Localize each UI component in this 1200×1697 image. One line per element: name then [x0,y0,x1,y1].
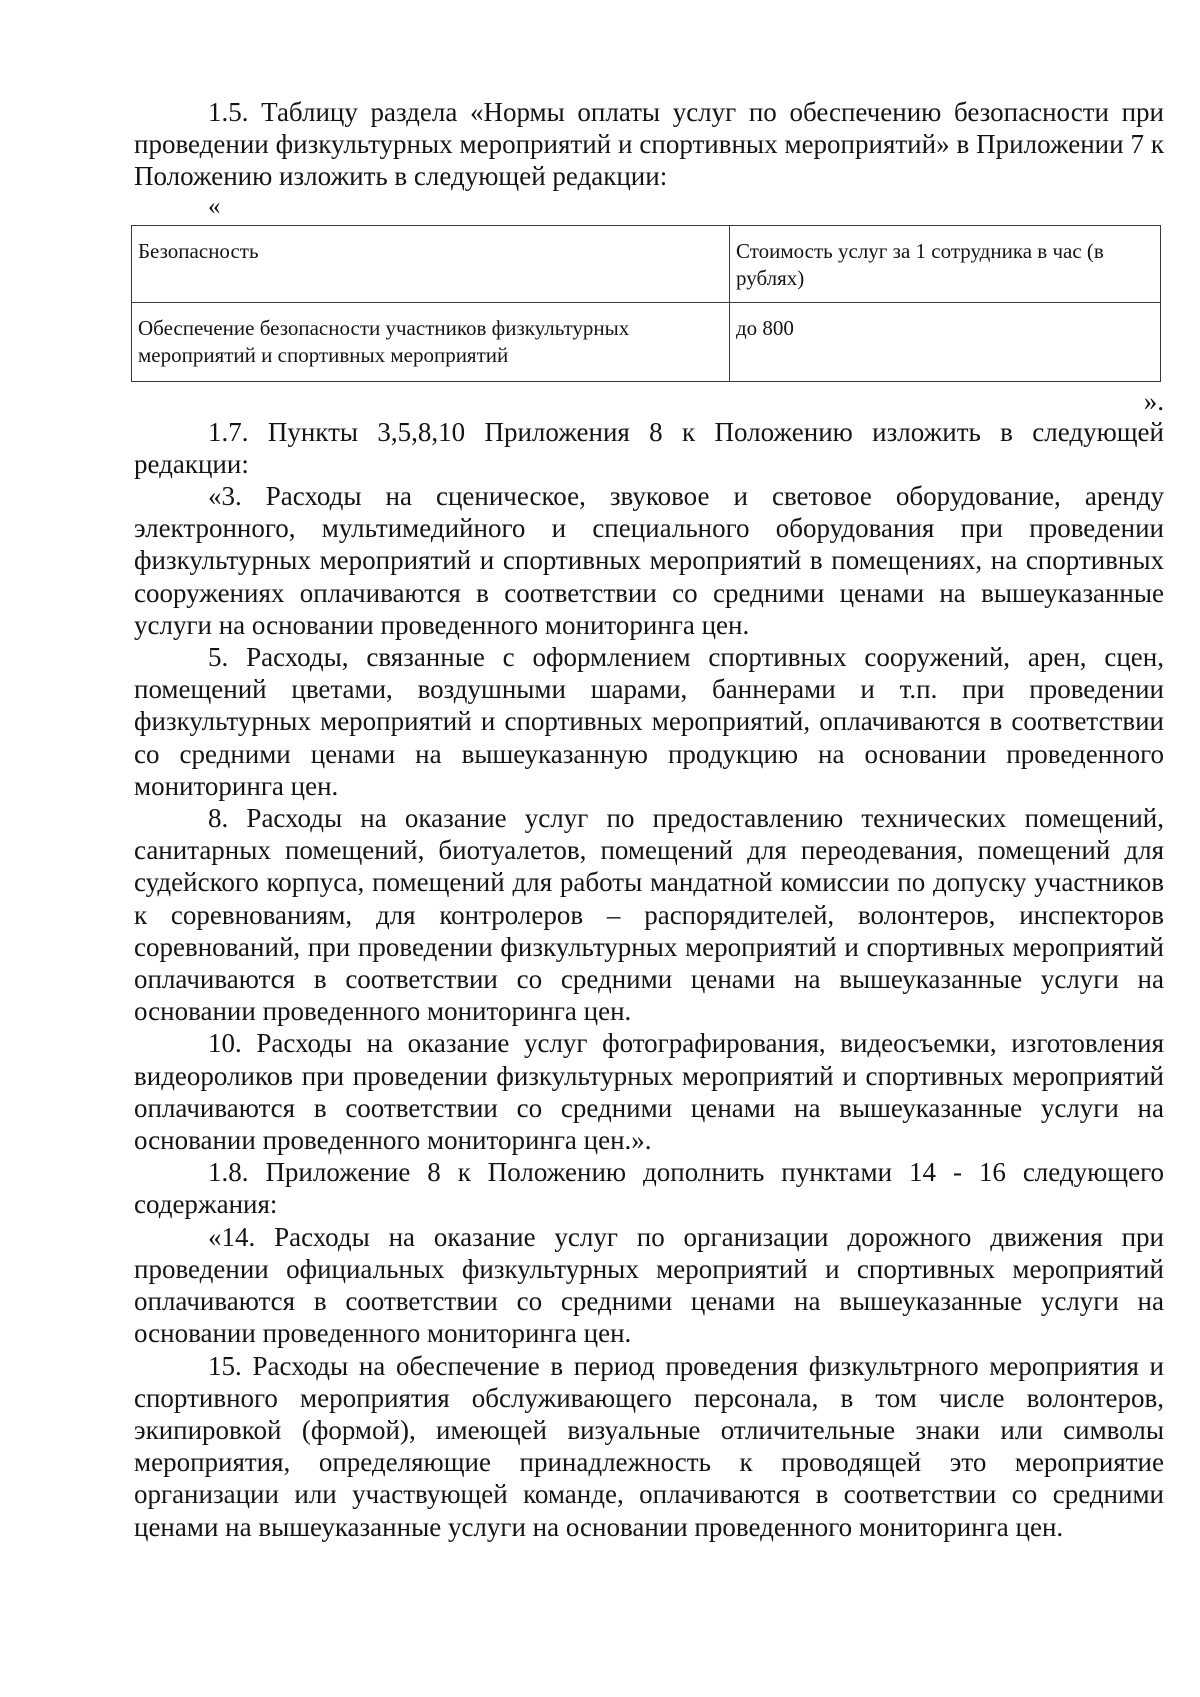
paragraph-1-5: 1.5. Таблицу раздела «Нормы оплаты услуг по обеспечению безопасности при проведении физкультурных мероприятий и спортивных мероприятий» в Приложении 7 к Положению изложить в следующей редакции: [134,97,1164,192]
paragraph-item-15: 15. Расходы на обеспечение в период проведения физкультрного мероприятия и спортивного мероприятия обслуживающего персонала, в том числе волонтеров, экипировкой (формой), имеющей визуальные отличительные знаки или символы мероприятия, определяющие принадлежность к проводящей это мероприятие организации или участвующей команде, оплачиваются в соответствии со средними ценами на вышеуказанные услуги на основании проведенного мониторинга цен. [134,1350,1164,1542]
paragraph-item-5: 5. Расходы, связанные с оформлением спортивных сооружений, арен, сцен, помещений цветами, воздушными шарами, баннерами и т.п. при проведении физкультурных мероприятий и спортивных мероприятий, оплачиваются в соответствии со средними ценами на вышеуказанную продукцию на основании проведенного мониторинга цен. [134,642,1164,801]
paragraph-item-3: «3. Расходы на сценическое, звуковое и световое оборудование, аренду электронного, мультимедийного и специального оборудования при проведении физкультурных мероприятий и спортивных мероприятий в помещениях, на спортивных сооружениях оплачиваются в соответствии со средними ценами на вышеуказанные услуги на основании проведенного мониторинга цен. [134,481,1164,640]
paragraph-1-7: 1.7. Пункты 3,5,8,10 Приложения 8 к Положению изложить в следующей редакции: [134,416,1164,479]
document-page [134,96,1164,1543]
paragraph-item-10: 10. Расходы на оказание услуг фотографирования, видеосъемки, изготовления видеороликов при проведении физкультурных мероприятий и спортивных мероприятий оплачиваются в соответствии со средними ценами на вышеуказанные услуги на основании проведенного мониторинга цен.». [134,1028,1164,1156]
table-row [132,302,1161,381]
table-header-security: Безопасность [132,225,730,302]
table-header-cost: Стоимость услуг за 1 сотрудника в час (в рублях) [730,225,1161,302]
quote-open-mark: « [208,192,221,220]
paragraph-1-8: 1.8. Приложение 8 к Положению дополнить пунктами 14 - 16 следующего содержания: [134,1157,1164,1220]
table-cell-service: Обеспечение безопасности участников физкультурных мероприятий и спортивных мероприятий [132,302,730,381]
table-header-row [132,225,1161,302]
quote-close-mark: ». [1143,385,1164,416]
paragraph-item-8: 8. Расходы на оказание услуг по предоставлению технических помещений, санитарных помещений, биотуалетов, помещений для переодевания, помещений для судейского корпуса, помещений для работы мандатной комиссии по допуску участников к соревнованиям, для контролеров – распорядителей, волонтеров, инспекторов соревнований, при проведении физкультурных мероприятий и спортивных мероприятий оплачиваются в соответствии со средними ценами на вышеуказанные услуги на основании проведенного мониторинга цен. [134,803,1164,1027]
table-cell-price: до 800 [730,302,1161,381]
security-norms-table [131,225,1161,382]
paragraph-item-14: «14. Расходы на оказание услуг по организации дорожного движения при проведении официальных физкультурных мероприятий и спортивных мероприятий оплачиваются в соответствии со средними ценами на вышеуказанные услуги на основании проведенного мониторинга цен. [134,1221,1164,1349]
